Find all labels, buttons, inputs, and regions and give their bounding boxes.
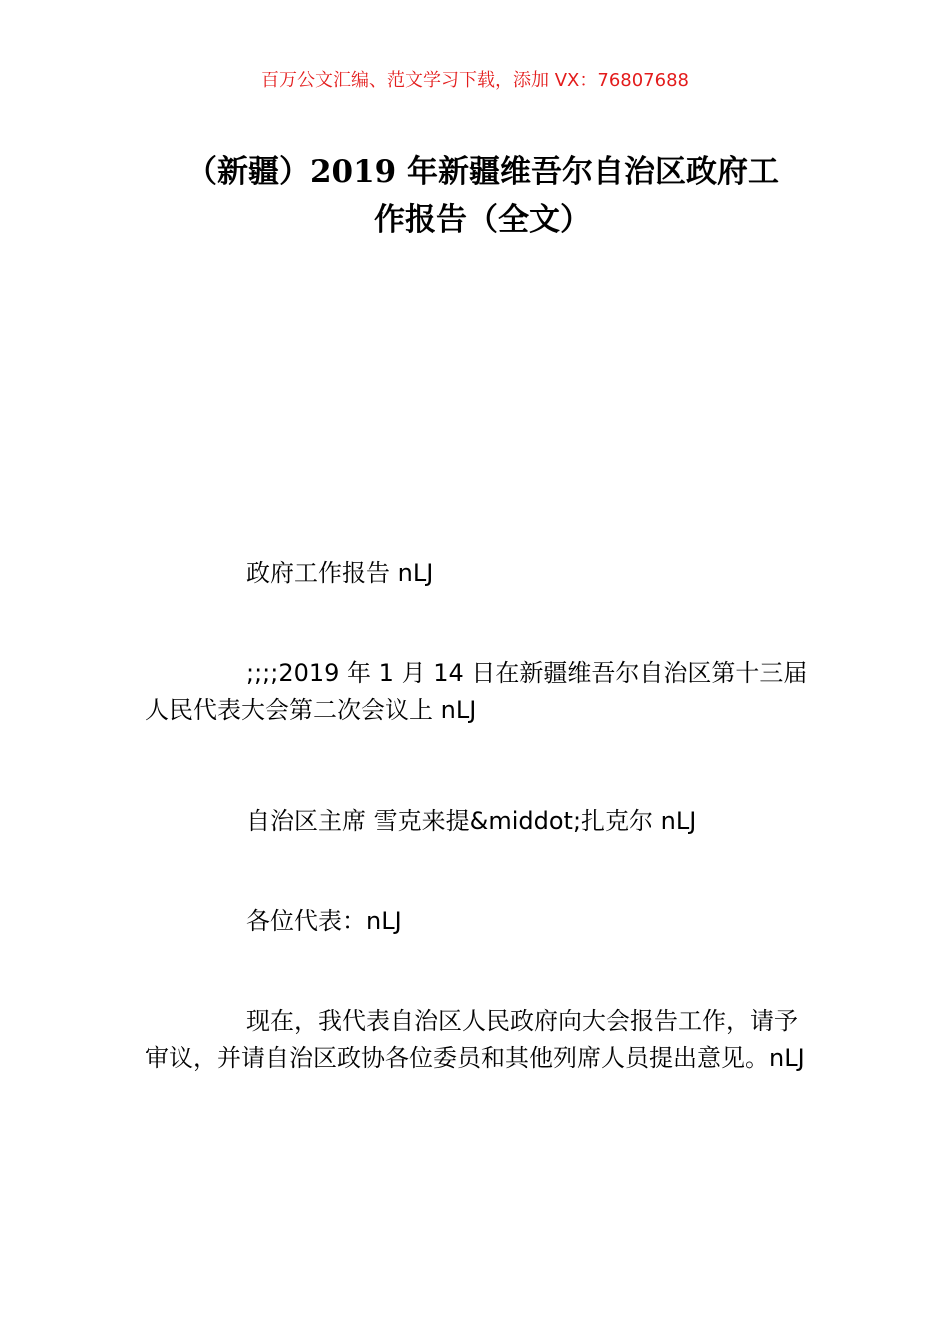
paragraph-meeting-date: ;;;;2019 年 1 月 14 日在新疆维吾尔自治区第十三届人民代表大会第二次会议上 nLJ bbox=[145, 659, 808, 724]
document-title bbox=[150, 148, 815, 244]
document-title-line-2: 作报告（全文） bbox=[374, 202, 591, 238]
paragraph-report-heading: 政府工作报告 nLJ bbox=[246, 559, 434, 587]
paragraph-salutation: 各位代表：nLJ bbox=[246, 907, 402, 935]
document-title-line-1: （新疆）2019 年新疆维吾尔自治区政府工 bbox=[185, 154, 780, 190]
paragraph-speaker: 自治区主席 雪克来提&middot;扎克尔 nLJ bbox=[246, 807, 697, 835]
header-promo-note: 百万公文汇编、范文学习下载，添加 VX：76807688 bbox=[261, 70, 689, 91]
paragraph-opening: 现在，我代表自治区人民政府向大会报告工作，请予审议，并请自治区政协各位委员和其他列席人员提出意见。nLJ bbox=[145, 1007, 805, 1072]
